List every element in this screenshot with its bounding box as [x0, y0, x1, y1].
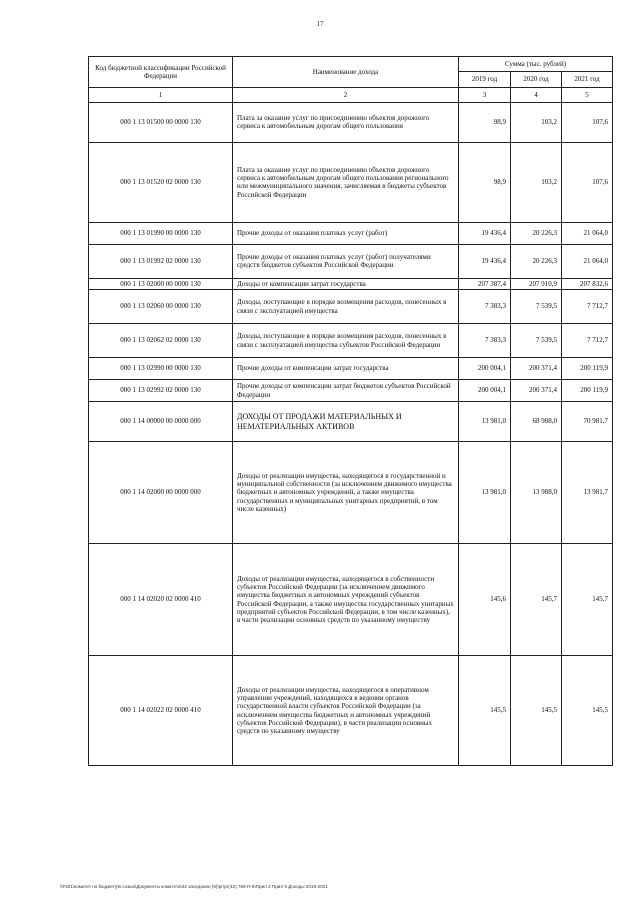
header-name: Наименование дохода	[233, 57, 459, 88]
row-name: Доходы, поступающие в порядке возмещения расходов, понесенных в связи с эксплуатацией имущества субъектов Российской Федерации	[233, 324, 459, 358]
row-value-2020: 20 226,3	[511, 244, 562, 278]
table-row	[89, 380, 613, 402]
table-row	[89, 402, 613, 442]
row-name: Доходы, поступающие в порядке возмещения расходов, понесенных в связи с эксплуатацией имущества	[233, 290, 459, 324]
row-value-2020: 103,2	[511, 142, 562, 222]
row-code: 000 1 14 02000 00 0000 000	[89, 442, 233, 544]
row-code: 000 1 14 00000 00 0000 000	[89, 402, 233, 442]
row-value-2019: 145,5	[459, 656, 511, 766]
row-value-2020: 103,2	[511, 102, 562, 142]
row-value-2020: 145,5	[511, 656, 562, 766]
row-value-2021: 13 981,7	[562, 442, 613, 544]
row-name: Прочие доходы от оказания платных услуг (работ) получателями средств бюджетов субъектов Российской Федерации	[233, 244, 459, 278]
table-row	[89, 358, 613, 380]
row-value-2021: 21 064,0	[562, 244, 613, 278]
row-value-2021: 7 712,7	[562, 324, 613, 358]
row-name: Доходы от реализации имущества, находящегося в государственной и муниципальной собственности (за исключением движимого имущества бюджетных и автономных учреждений, а также имущества государственных и муниципальных унитарных предприятий, в том числе казенных)	[233, 442, 459, 544]
table-row	[89, 244, 613, 278]
row-value-2021: 145,7	[562, 544, 613, 656]
row-value-2021: 70 981,7	[562, 402, 613, 442]
row-name: Прочие доходы от оказания платных услуг (работ)	[233, 222, 459, 244]
row-value-2019: 207 387,4	[459, 278, 511, 289]
row-value-2019: 98,9	[459, 142, 511, 222]
row-value-2020: 7 539,5	[511, 324, 562, 358]
row-value-2020: 20 226,3	[511, 222, 562, 244]
row-value-2021: 7 712,7	[562, 290, 613, 324]
row-name: Прочие доходы от компенсации затрат бюджетов субъектов Российской Федерации	[233, 380, 459, 402]
page-number: 17	[316, 20, 324, 28]
table-row	[89, 324, 613, 358]
row-value-2019: 19 436,4	[459, 244, 511, 278]
row-value-2020: 7 539,5	[511, 290, 562, 324]
row-value-2019: 7 383,3	[459, 290, 511, 324]
row-code: 000 1 13 02062 02 0000 130	[89, 324, 233, 358]
row-value-2020: 145,7	[511, 544, 562, 656]
header-code: Код бюджетной классификации Российской Федерации	[89, 57, 233, 88]
row-name: Прочие доходы от компенсации затрат государства	[233, 358, 459, 380]
table-row	[89, 656, 613, 766]
header-year-2021: 2021 год	[562, 72, 613, 87]
row-name: Плата за оказание услуг по присоединению объектов дорожного сервиса к автомобильным дорогам общего пользования регионального или межмуниципального значения, зачисляемая в бюджеты субъектов Российской Федерации	[233, 142, 459, 222]
table-row	[89, 222, 613, 244]
table-body	[89, 102, 613, 765]
row-value-2021: 200 119,9	[562, 358, 613, 380]
footer-file-path: \\Fs01\комитет по бюджету\6 созыв\Документы комитета\42 заседание (5)\рг\рг(42) 769-П-6\Прил 2 Прил 9 Доходы 2019-2021	[60, 884, 328, 889]
row-value-2019: 145,6	[459, 544, 511, 656]
row-value-2020: 68 988,0	[511, 402, 562, 442]
table-row	[89, 278, 613, 289]
row-value-2019: 19 436,4	[459, 222, 511, 244]
table-row	[89, 442, 613, 544]
row-value-2020: 207 910,9	[511, 278, 562, 289]
row-value-2021: 107,6	[562, 102, 613, 142]
row-value-2020: 13 988,0	[511, 442, 562, 544]
row-value-2021: 107,6	[562, 142, 613, 222]
row-name: Доходы от реализации имущества, находящегося в собственности субъектов Российской Федерации (за исключением движимого имущества бюджетных и автономных учреждений субъектов Российской Федерации, а также имущества государственных унитарных предприятий субъектов Российской Федерации, в том числе казенных), в части реализации основных средств по указанному имуществу	[233, 544, 459, 656]
table-row	[89, 544, 613, 656]
col-num-1: 1	[89, 87, 233, 102]
row-value-2021: 207 832,6	[562, 278, 613, 289]
row-value-2020: 200 371,4	[511, 358, 562, 380]
row-code: 000 1 13 01992 02 0000 130	[89, 244, 233, 278]
row-code: 000 1 13 01990 00 0000 130	[89, 222, 233, 244]
row-code: 000 1 13 02990 00 0000 130	[89, 358, 233, 380]
row-code: 000 1 14 02022 02 0000 410	[89, 656, 233, 766]
header-year-2019: 2019 год	[459, 72, 511, 87]
row-code: 000 1 14 02020 02 0000 410	[89, 544, 233, 656]
revenue-table	[88, 56, 613, 766]
row-value-2019: 98,9	[459, 102, 511, 142]
header-year-2020: 2020 год	[511, 72, 562, 87]
row-code: 000 1 13 02992 02 0000 130	[89, 380, 233, 402]
row-code: 000 1 13 02060 00 0000 130	[89, 290, 233, 324]
row-value-2019: 13 981,0	[459, 442, 511, 544]
row-value-2021: 200 119,9	[562, 380, 613, 402]
row-code: 000 1 13 01520 02 0000 130	[89, 142, 233, 222]
row-code: 000 1 13 02000 00 0000 130	[89, 278, 233, 289]
row-value-2019: 200 004,1	[459, 358, 511, 380]
row-name: Доходы от компенсации затрат государства	[233, 278, 459, 289]
table-row	[89, 102, 613, 142]
col-num-4: 4	[511, 87, 562, 102]
row-value-2019: 7 383,3	[459, 324, 511, 358]
col-num-3: 3	[459, 87, 511, 102]
row-value-2019: 200 004,1	[459, 380, 511, 402]
table-row	[89, 290, 613, 324]
header-sum: Сумма (тыс. рублей)	[459, 57, 613, 72]
row-value-2021: 145,5	[562, 656, 613, 766]
row-name: ДОХОДЫ ОТ ПРОДАЖИ МАТЕРИАЛЬНЫХ И НЕМАТЕРИАЛЬНЫХ АКТИВОВ	[233, 402, 459, 442]
row-value-2021: 21 064,0	[562, 222, 613, 244]
row-value-2019: 13 981,0	[459, 402, 511, 442]
row-code: 000 1 13 01500 00 0000 130	[89, 102, 233, 142]
table-row	[89, 142, 613, 222]
row-name: Доходы от реализации имущества, находящегося в оперативном управлении учреждений, находящихся в ведении органов государственной власти субъектов Российской Федерации (за исключением имущества бюджетных и автономных учреждений субъектов Российской Федерации), в части реализации основных средств по указанному имуществу	[233, 656, 459, 766]
col-num-5: 5	[562, 87, 613, 102]
col-num-2: 2	[233, 87, 459, 102]
row-value-2020: 200 371,4	[511, 380, 562, 402]
row-name: Плата за оказание услуг по присоединению объектов дорожного сервиса к автомобильным дорогам общего пользования	[233, 102, 459, 142]
